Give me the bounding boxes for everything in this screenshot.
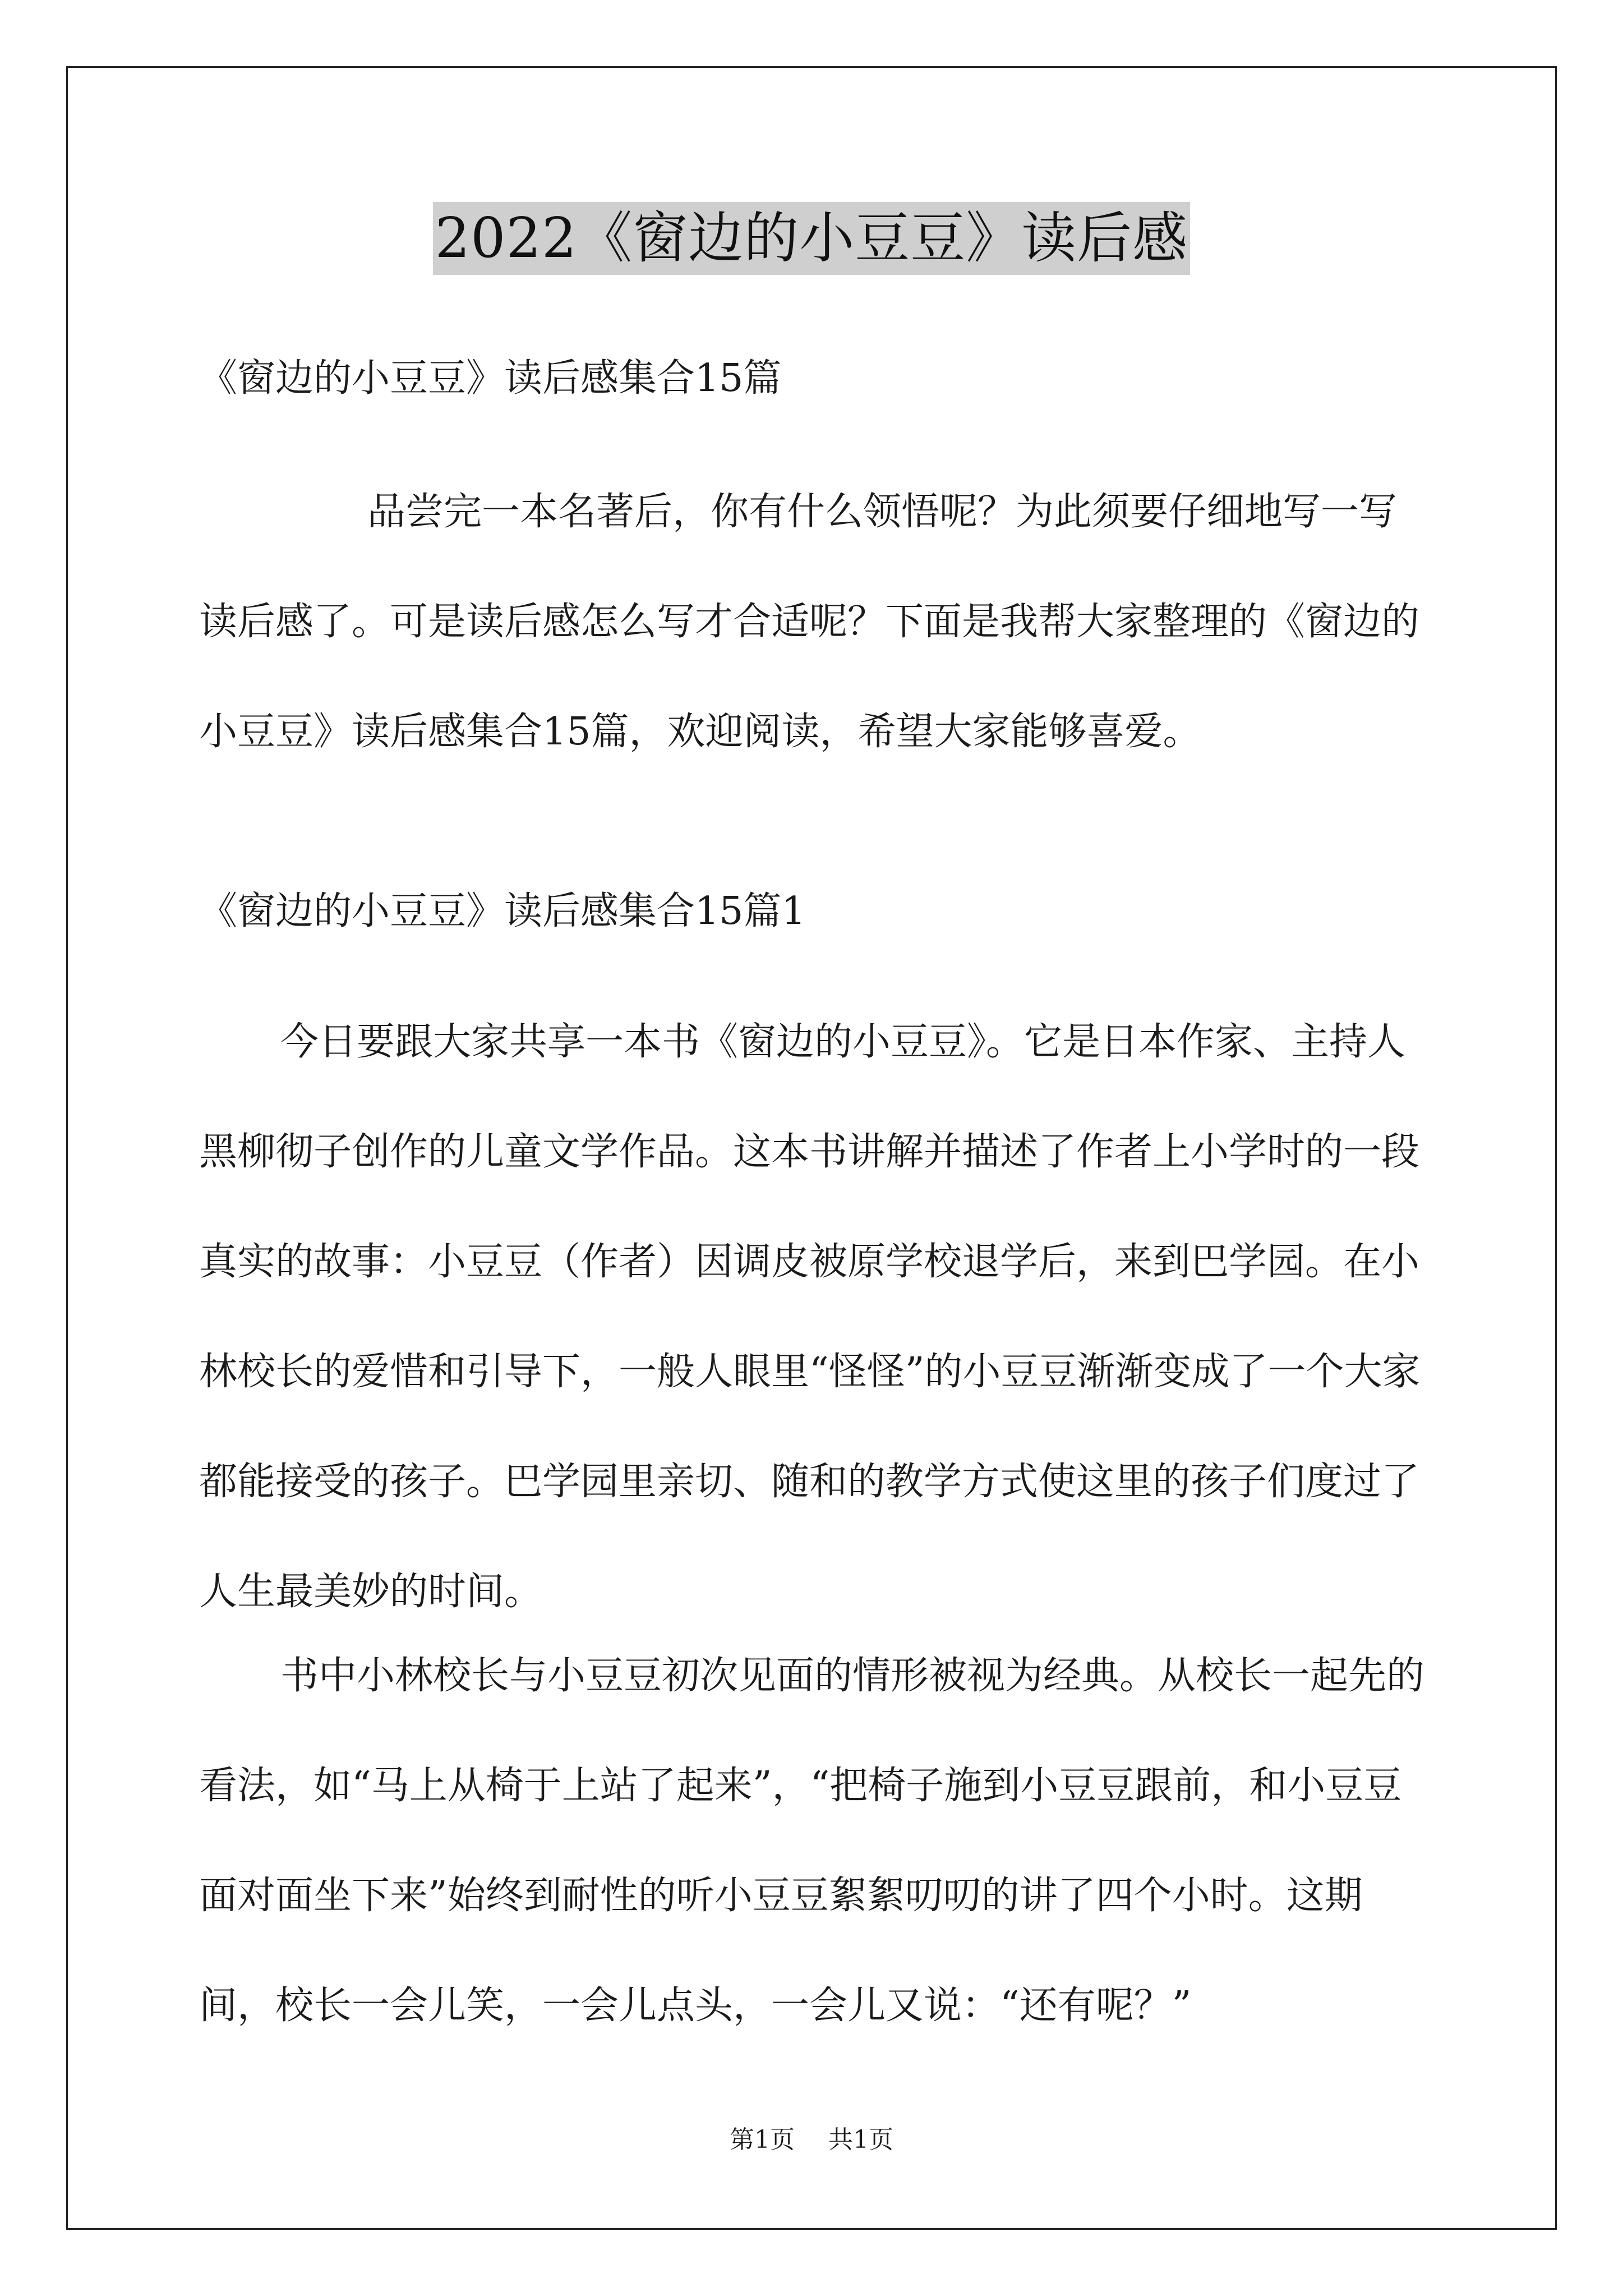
document-title: 2022《窗边的小豆豆》读后感 bbox=[433, 202, 1190, 275]
intro-paragraph bbox=[199, 457, 1430, 787]
page-number: 第1页 bbox=[730, 2125, 795, 2154]
intro-text: 品尝完一本名著后，你有什么领悟呢？为此须要仔细地写一写读后感了。可是读后感怎么写才合适呢？下面是我帮大家整理的《窗边的小豆豆》读后感集合15篇，欢迎阅读，希望大家能够喜爱。 bbox=[199, 490, 1420, 754]
body-paragraph-1: 今日要跟大家共享一本书《窗边的小豆豆》。它是日本作家、主持人黑柳彻子创作的儿童文学作品。这本书讲解并描述了作者上小学时的一段真实的故事：小豆豆（作者）因调皮被原学校退学后，来到巴学园。在小林校长的爱惜和引导下，一般人眼里“怪怪”的小豆豆渐渐变成了一个大家都能接受的孩子。巴学园里亲切、随和的教学方式使这里的孩子们度过了人生最美妙的时间。 bbox=[199, 1020, 1421, 1614]
body-paragraph-2: 书中小林校长与小豆豆初次见面的情形被视为经典。从校长一起先的看法，如“马上从椅于上站了起来”，“把椅子施到小豆豆跟前，和小豆豆面对面坐下来”始终到耐性的听小豆豆絮絮叨叨的讲了四个小时。这期间，校长一会儿笑，一会儿点头，一会儿又说：“还有呢？” bbox=[199, 1654, 1425, 2028]
page-total: 共1页 bbox=[828, 2125, 893, 2154]
section-heading: 《窗边的小豆豆》读后感集合15篇1 bbox=[199, 889, 806, 933]
page-footer bbox=[0, 2123, 1623, 2157]
title-container bbox=[0, 202, 1623, 275]
document-subtitle: 《窗边的小豆豆》读后感集合15篇 bbox=[199, 356, 782, 401]
